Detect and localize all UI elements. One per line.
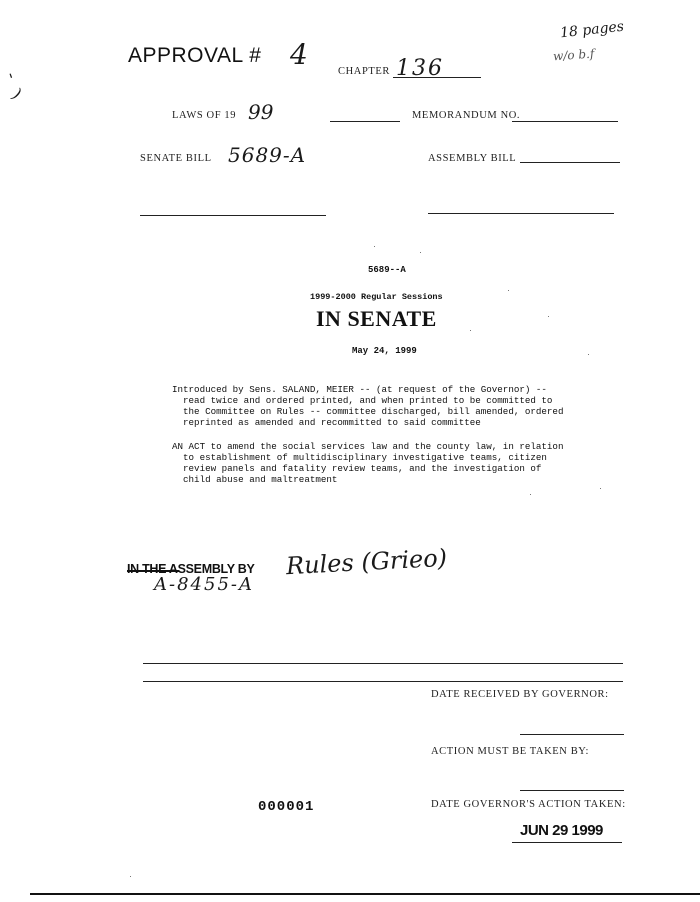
laws-year: 99 [248,100,274,124]
margin-mark: ' [6,69,18,90]
pages-note: 18 pages [559,18,625,42]
chapter-label: CHAPTER [338,66,391,77]
scan-speck [588,354,589,355]
scan-speck [508,290,509,291]
assembly-label: IN THE ASSEMBLY BY [127,562,255,576]
introduced-line: reprinted as amended and recommitted to said committee [172,417,481,428]
page-number: 000001 [258,799,315,815]
bill-session: 1999-2000 Regular Sessions [310,292,443,302]
memorandum-underline [512,121,618,122]
footer-line-top [143,663,623,664]
act-line: child abuse and maltreatment [172,474,338,485]
assembly-sponsor: Rules (Grieo) [285,543,448,581]
laws-underline-2 [330,121,400,122]
scan-speck [130,876,131,877]
assembly-number: A-8455-A [154,574,254,595]
margin-mark-2: ) [9,83,25,104]
assembly-bill-label: ASSEMBLY BILL [428,153,517,164]
action-taken-line [512,842,622,843]
scan-speck [530,494,531,495]
chapter-number: 136 [396,56,444,81]
introduced-line: read twice and ordered printed, and when printed to be committed to [172,395,553,406]
approval-label: APPROVAL # [128,44,262,67]
act-line: review panels and fatality review teams, and the investigation of [172,463,542,474]
memorandum-label: MEMORANDUM NO. [412,110,521,121]
scan-speck [600,488,601,489]
action-by-line [520,790,624,791]
scan-speck [470,330,471,331]
scan-speck [374,246,375,247]
blank-line-left [140,215,326,216]
act-line: AN ACT to amend the social services law and the county law, in relation [172,441,564,452]
date-received-label: DATE RECEIVED BY GOVERNOR: [431,689,609,700]
pages-note-sub: w/o b.f [552,46,595,64]
scan-speck [548,316,549,317]
approval-number: 4 [290,38,308,71]
bill-number: 5689--A [368,265,406,275]
chapter-underline [393,77,481,78]
footer-line-second [143,681,623,682]
act-line: to establishment of multidisciplinary investigative teams, citizen [172,452,547,463]
senate-bill-label: SENATE BILL [140,153,212,164]
bill-date: May 24, 1999 [352,346,417,356]
assembly-strike [127,570,179,572]
blank-line-right [428,213,614,214]
senate-bill-number: 5689-A [228,143,307,167]
action-taken-label: DATE GOVERNOR'S ACTION TAKEN: [431,799,626,810]
introduced-line: Introduced by Sens. SALAND, MEIER -- (at request of the Governor) -- [172,384,547,395]
date-received-line [520,734,624,735]
action-taken-date: JUN 29 1999 [520,822,603,839]
page-bottom-rule [30,893,700,895]
scan-speck [420,252,421,253]
assembly-bill-underline [520,162,620,163]
laws-label: LAWS OF 19 [172,110,237,121]
action-by-label: ACTION MUST BE TAKEN BY: [431,746,590,757]
introduced-line: the Committee on Rules -- committee discharged, bill amended, ordered [172,406,564,417]
bill-chamber: IN SENATE [316,306,437,331]
